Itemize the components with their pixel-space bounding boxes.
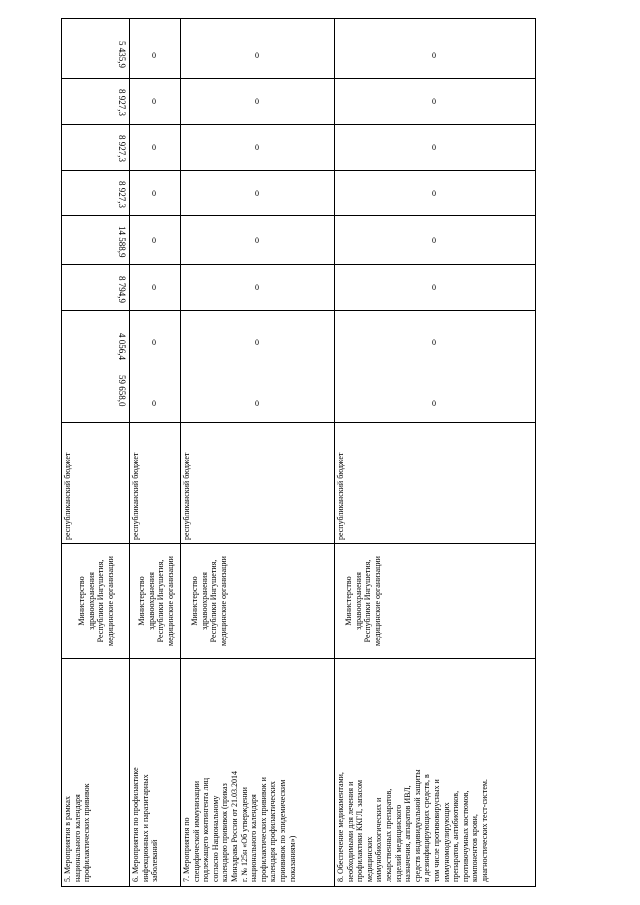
row6-source: республиканский бюджет bbox=[131, 452, 140, 540]
zero-value-row6-col8: 0 bbox=[152, 51, 156, 60]
zero-value-row7-col7: 0 bbox=[255, 97, 259, 106]
zero-value-row7-col5: 0 bbox=[255, 189, 259, 198]
row6-executor: Министерство здравоохранения Республики Ингушетия, медицинские организации bbox=[137, 556, 175, 646]
amount-year-1: 4 056,4 bbox=[117, 333, 127, 360]
amount-year-4: 8 927,3 bbox=[117, 181, 127, 208]
zero-value-row6-col1: 0 bbox=[152, 399, 156, 408]
table-border-left bbox=[61, 18, 62, 887]
col-divider-amount-4 bbox=[61, 170, 536, 171]
zero-value-row6-col7: 0 bbox=[152, 97, 156, 106]
zero-value-row6-col5: 0 bbox=[152, 189, 156, 198]
table-border-top bbox=[61, 18, 536, 19]
row5-executor: Министерство здравоохранения Республики Ингушетия, медицинские организации bbox=[77, 556, 115, 646]
row7-source: республиканский бюджет bbox=[182, 452, 191, 540]
amount-year-7: 5 435,9 bbox=[117, 41, 127, 68]
zero-value-row7-col2: 0 bbox=[255, 338, 259, 347]
zero-value-row8-col6: 0 bbox=[432, 143, 436, 152]
zero-value-row7-col6: 0 bbox=[255, 143, 259, 152]
zero-value-row7-col8: 0 bbox=[255, 51, 259, 60]
zero-value-row8-col5: 0 bbox=[432, 189, 436, 198]
col-divider-description bbox=[61, 658, 536, 659]
col-divider-amount-6 bbox=[61, 78, 536, 79]
col-divider-source bbox=[61, 422, 536, 423]
row8-executor: Министерство здравоохранения Республики Ингушетия, медицинские организации bbox=[344, 556, 382, 646]
col-divider-amount-2 bbox=[61, 264, 536, 265]
zero-value-row8-col7: 0 bbox=[432, 97, 436, 106]
zero-value-row6-col3: 0 bbox=[152, 283, 156, 292]
row5-source: республиканский бюджет bbox=[63, 452, 72, 540]
zero-value-row8-col8: 0 bbox=[432, 51, 436, 60]
col-divider-amount-1 bbox=[61, 310, 536, 311]
row8-source: республиканский бюджет bbox=[336, 452, 345, 540]
amount-year-3: 14 588,9 bbox=[117, 226, 127, 258]
zero-value-row7-col3: 0 bbox=[255, 283, 259, 292]
zero-value-row6-col2: 0 bbox=[152, 338, 156, 347]
zero-value-row8-col3: 0 bbox=[432, 283, 436, 292]
table-border-right bbox=[535, 18, 536, 887]
zero-value-row6-col6: 0 bbox=[152, 143, 156, 152]
amount-year-5: 8 927,3 bbox=[117, 135, 127, 162]
col-divider-amount-5 bbox=[61, 124, 536, 125]
zero-value-row8-col2: 0 bbox=[432, 338, 436, 347]
zero-value-row8-col1: 0 bbox=[432, 399, 436, 408]
row-divider-2 bbox=[180, 18, 181, 887]
amount-year-6: 8 927,3 bbox=[117, 89, 127, 116]
row7-executor: Министерство здравоохранения Республики Ингушетия, медицинские организации bbox=[190, 556, 228, 646]
amount-total: 59 658,0 bbox=[117, 375, 127, 407]
row-divider-3 bbox=[334, 18, 335, 887]
row5-description: 5. Мероприятия в рамках национального календаря профилактических прививок bbox=[63, 783, 92, 882]
row7-description: 7. Мероприятия по специфической иммунизации подлежащего контингента лиц согласно Национальному календарю прививок (приказ Минздрава России от 21.03.2014 г. № 125н «Об утверждении национального календаря профилактических прививок и календаря профилактических приививок по эпидемическим показаниям») bbox=[182, 770, 297, 882]
zero-value-row8-col4: 0 bbox=[432, 236, 436, 245]
col-divider-executor bbox=[61, 543, 536, 544]
zero-value-row7-col4: 0 bbox=[255, 236, 259, 245]
col-divider-amount-3 bbox=[61, 215, 536, 216]
row8-description: 8. Обеспечение медикаментами, необходимыми для лечения и профилактики ККГЛ, запасом медицинских иммунобиологических и лекарственных препаратов, изделий медицинского назначения, аппаратов ИВЛ, средств индивидуальной защиты и дезинфицирующих средств, в том числе противовирусных и иммуномодулирующих препаратов, антибиотиков, противочумных костюмов, компонентов крови, диагностических тест-систем. bbox=[336, 769, 489, 882]
zero-value-row7-col1: 0 bbox=[255, 399, 259, 408]
row6-description: 6. Мероприятия по профилактике инфекционных и паразитарных заболеваний bbox=[131, 767, 160, 882]
amount-year-2: 8 794,9 bbox=[117, 276, 127, 303]
table-border-bottom bbox=[61, 886, 536, 887]
zero-value-row6-col4: 0 bbox=[152, 236, 156, 245]
row-divider-1 bbox=[129, 18, 130, 887]
